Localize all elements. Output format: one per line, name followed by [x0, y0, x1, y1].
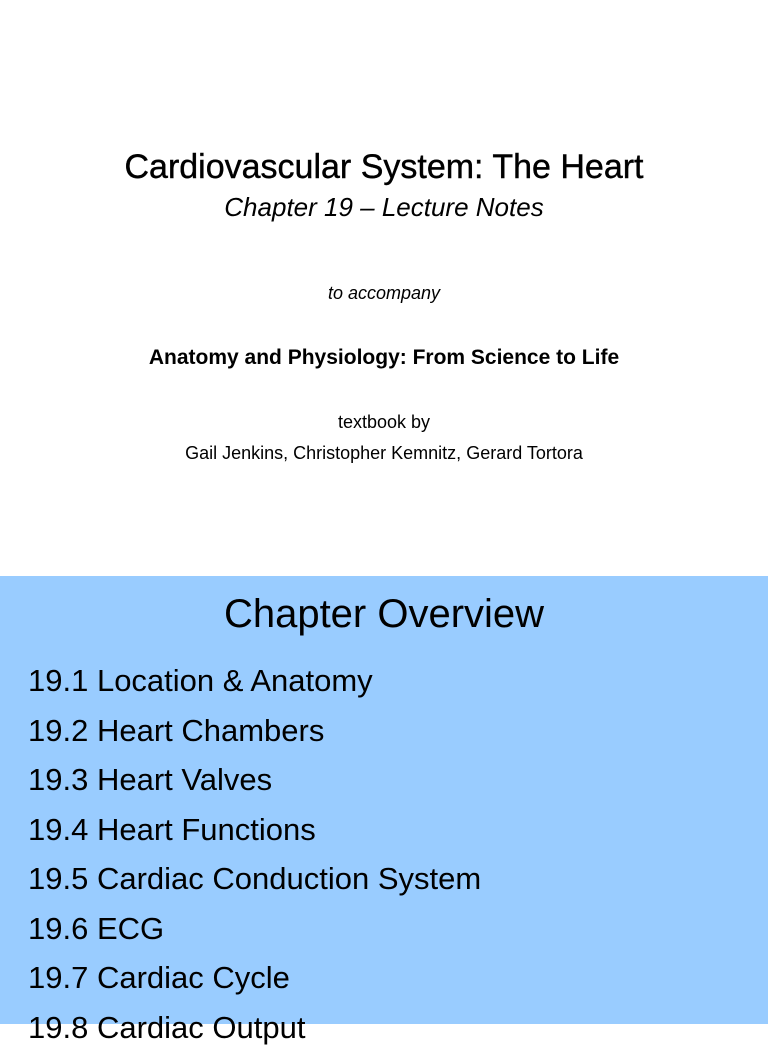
overview-slide: [0, 576, 768, 1024]
overview-item: 19.7 Cardiac Cycle: [28, 953, 481, 1003]
authors-text: Gail Jenkins, Christopher Kemnitz, Gerard Tortora: [0, 442, 768, 464]
book-title: Anatomy and Physiology: From Science to Life: [0, 344, 768, 372]
overview-list: [28, 656, 481, 1052]
overview-item: 19.2 Heart Chambers: [28, 706, 481, 756]
accompany-text: to accompany: [0, 282, 768, 304]
overview-item: 19.8 Cardiac Output: [28, 1003, 481, 1052]
overview-item: 19.5 Cardiac Conduction System: [28, 854, 481, 904]
slide-subtitle: Chapter 19 – Lecture Notes: [0, 191, 768, 223]
overview-item: 19.4 Heart Functions: [28, 805, 481, 855]
overview-item: 19.1 Location & Anatomy: [28, 656, 481, 706]
overview-item: 19.6 ECG: [28, 904, 481, 954]
textbook-by-text: textbook by: [0, 411, 768, 433]
slide-title: Cardiovascular System: The Heart: [0, 146, 768, 188]
overview-item: 19.3 Heart Valves: [28, 755, 481, 805]
overview-title: Chapter Overview: [0, 590, 768, 638]
